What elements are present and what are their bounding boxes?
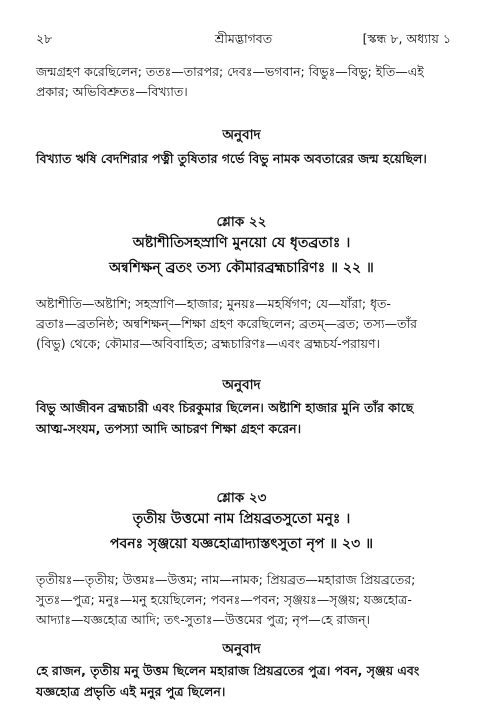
page-number: ২৮ [36,31,53,46]
translation-text [36,660,453,702]
translation-line: যজ্ঞহোত্র প্রভৃতি এই মনুর পুত্র ছিলেন। [36,684,226,699]
synonym-line: অষ্টাশীতি—অষ্টাশি; সহস্রাণি—হাজার; মুনয়ঃ—মহর্ষিগণ; যে—যাঁরা; ধৃত- [36,296,391,311]
page-header [36,31,451,49]
translation-line: হে রাজন, তৃতীয় মনু উত্তম ছিলেন মহারাজ প্রিয়ব্রতের পুত্র। পবন, সৃঞ্জয় এবং [36,663,420,678]
top-synonyms [36,62,453,102]
translation-heading: অনুবাদ [222,127,261,143]
verse-synonyms [36,294,453,354]
verse-line: পবনঃ সৃঞ্জয়ো যজ্ঞহোত্রাদ্যাস্তৎসুতা নৃপ ॥ ২৩ ॥ [109,536,374,552]
synonym-line: ব্রতাঃ—ব্রতনিষ্ঠ; অন্বশিক্ষন্—শিক্ষা গ্রহণ করেছিলেন; ব্রতম্—ব্রত; তস্য—তাঁর [36,316,417,331]
verse-heading: শ্লোক ২২ [216,214,267,230]
synonym-line: সুতঃ—পুত্র; মনুঃ—মনু হয়েছিলেন; পবনঃ—পবন; সৃঞ্জয়ঃ—সৃঞ্জয়; যজ্ঞহোত্র- [36,592,412,607]
translation-text [36,397,453,439]
verse-line: তৃতীয় উত্তমো নাম প্রিয়ব্রতসুতো মনুঃ । [132,511,351,527]
translation-text: বিখ্যাত ঋষি বেদশিরার পত্নী তুষিতার গর্ভে বিভু নামক অবতারের জন্ম হয়েছিল। [36,151,427,166]
verse-synonyms [36,570,453,630]
synonym-line: প্রকার; অভিবিশ্রুতঃ—বিখ্যাত। [36,84,188,99]
translation-heading: অনুবাদ [222,641,261,657]
synonym-line: (বিভু) থেকে; কৌমার—অবিবাহিত; ব্রহ্মচারিণঃ—এবং ব্রহ্মচর্য-পরায়ণ। [36,336,380,351]
verse-heading: শ্লোক ২৩ [216,490,267,506]
synonym-line: জন্মগ্রহণ করেছিলেন; ততঃ—তারপর; দেবঃ—ভগবান; বিভুঃ—বিভু; ইতি—এই [36,64,424,79]
synonym-line: তৃতীয়ঃ—তৃতীয়; উত্তমঃ—উত্তম; নাম—নামক; প্রিয়ব্রত—মহারাজ প্রিয়ব্রতের; [36,572,416,587]
synonym-line: আদ্যাঃ—যজ্ঞহোত্র আদি; তৎ-সুতাঃ—উত্তমের পুত্র; নৃপ—হে রাজন্। [36,612,371,627]
chapter-reference: [স্কন্ধ ৮, অধ্যায় ১ [362,31,451,46]
verse-line: অষ্টাশীতিসহস্রাণি মুনয়ো যে ধৃতব্রতাঃ । [132,235,351,251]
translation-line: আত্ম-সংযম, তপস্যা আদি আচরণ শিক্ষা গ্রহণ করেন। [36,421,302,436]
translation-heading: অনুবাদ [222,377,261,393]
translation-line: বিভু আজীবন ব্রহ্মচারী এবং চিরকুমার ছিলেন। অষ্টাশি হাজার মুনি তাঁর কাছে [36,400,414,415]
book-title: শ্রীমদ্ভাগবত [214,31,273,46]
verse-line: অন্বশিক্ষন্ ব্রতং তস্য কৌমারব্রহ্মচারিণঃ ॥ ২২ ॥ [109,260,374,276]
